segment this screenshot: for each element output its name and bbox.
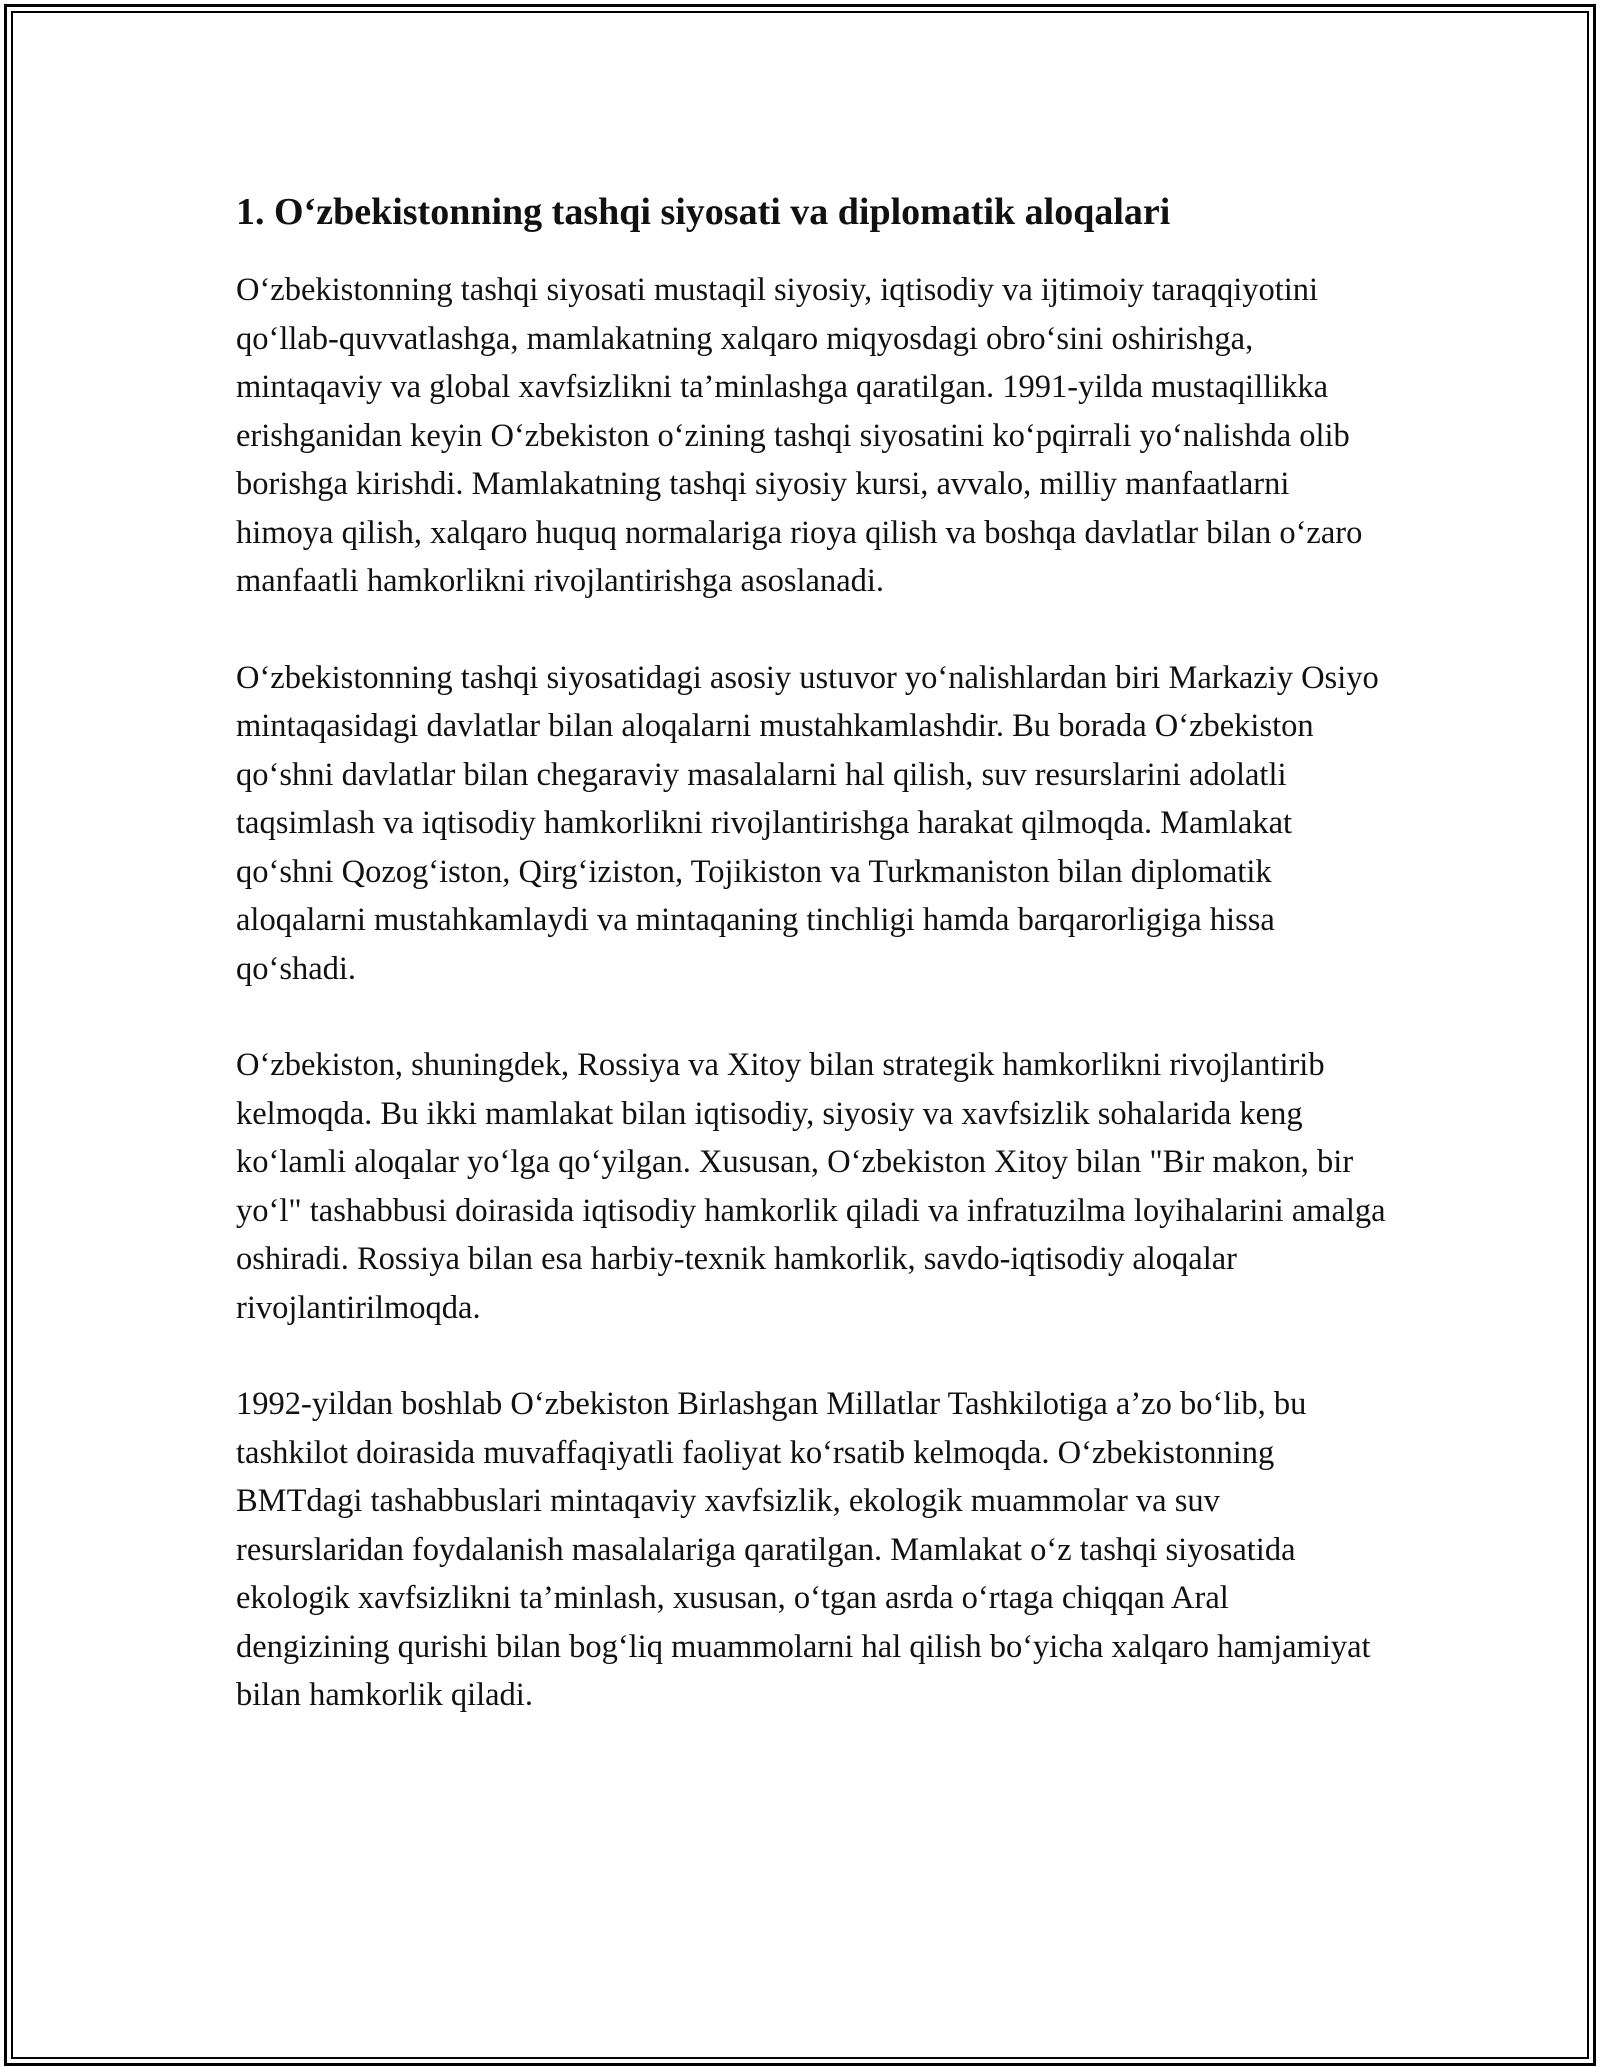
paragraph-1: O‘zbekistonning tashqi siyosati mustaqil siyosiy, iqtisodiy va ijtimoiy taraqqiyotini qo‘llab-quvvatlashga, mamlakatning xalqaro miqyosdagi obro‘sini oshirishga, mintaqaviy va global xavfsizlikni ta’minlashga qaratilgan. 1991-yilda mustaqillikka erishganidan keyin O‘zbekiston o‘zining tashqi siyosatini ko‘pqirrali yo‘nalishda olib borishga kirishdi. Mamlakatning tashqi siyosiy kursi, avvalo, milliy manfaatlarni himoya qilish, xalqaro huquq normalariga rioya qilish va boshqa davlatlar bilan o‘zaro manfaatli hamkorlikni rivojlantirishga asoslanadi. bbox=[236, 272, 1363, 599]
paragraph-3: O‘zbekiston, shuningdek, Rossiya va Xitoy bilan strategik hamkorlikni rivojlantirib kelmoqda. Bu ikki mamlakat bilan iqtisodiy, siyosiy va xavfsizlik sohalarida keng ko‘lamli aloqalar yo‘lga qo‘yilgan. Xususan, O‘zbekiston Xitoy bilan "Bir makon, bir yo‘l" tashabbusi doirasida iqtisodiy hamkorlik qiladi va infratuzilma loyihalarini amalga oshiradi. Rossiya bilan esa harbiy-texnik hamkorlik, savdo-iqtisodiy aloqalar rivojlantirilmoqda. bbox=[236, 1047, 1386, 1326]
document-body bbox=[236, 186, 1386, 1768]
paragraph-4: 1992-yildan boshlab O‘zbekiston Birlashgan Millatlar Tashkilotiga a’zo bo‘lib, bu tashkilot doirasida muvaffaqiyatli faoliyat ko‘rsatib kelmoqda. O‘zbekistonning BMTdagi tashabbuslari mintaqaviy xavfsizlik, ekologik muammolar va suv resurslaridan foydalanish masalalariga qaratilgan. Mamlakat o‘z tashqi siyosatida ekologik xavfsizlikni ta’minlash, xususan, o‘tgan asrda o‘rtaga chiqqan Aral dengizining qurishi bilan bog‘liq muammolarni hal qilish bo‘yicha xalqaro hamjamiyat bilan hamkorlik qiladi. bbox=[236, 1386, 1371, 1713]
paragraph-2: O‘zbekistonning tashqi siyosatidagi asosiy ustuvor yo‘nalishlardan biri Markaziy Osiyo mintaqasidagi davlatlar bilan aloqalarni mustahkamlashdir. Bu borada O‘zbekiston qo‘shni davlatlar bilan chegaraviy masalalarni hal qilish, suv resurslarini adolatli taqsimlash va iqtisodiy hamkorlikni rivojlantirishga harakat qilmoqda. Mamlakat qo‘shni Qozog‘iston, Qirg‘iziston, Tojikiston va Turkmaniston bilan diplomatik aloqalarni mustahkamlaydi va mintaqaning tinchligi hamda barqarorligiga hissa qo‘shadi. bbox=[236, 659, 1379, 987]
document-title: 1. O‘zbekistonning tashqi siyosati va diplomatik aloqalari bbox=[236, 191, 1171, 233]
